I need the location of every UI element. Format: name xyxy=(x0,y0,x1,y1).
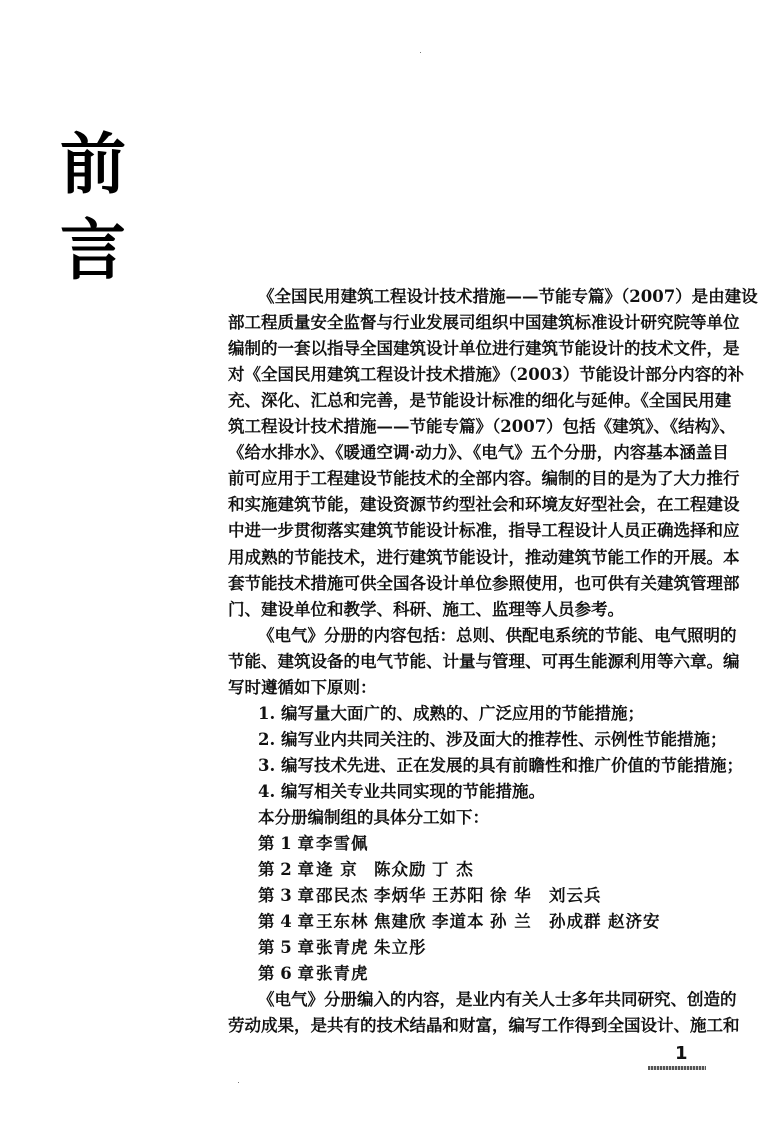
chapter-label: 第 1 章 xyxy=(258,834,314,854)
principle-item: 3. 编写技术先进、正在发展的具有前瞻性和推广价值的节能措施； xyxy=(258,755,743,775)
scan-strip xyxy=(648,1066,706,1070)
author-name: 王苏阳 xyxy=(432,886,485,906)
author-name: 邵民杰 xyxy=(316,886,369,906)
paragraph-line: 前可应用于工程建设节能技术的全部内容。编制的目的是为了大力推行 xyxy=(228,469,740,489)
author-name: 徐 华 xyxy=(490,886,532,906)
heading-char-1: 前 xyxy=(60,126,126,203)
author-name: 丁 杰 xyxy=(432,860,474,880)
paragraph-line: 劳动成果，是共有的技术结晶和财富，编写工作得到全国设计、施工和 xyxy=(228,1016,740,1036)
paragraph-line: 门、建设单位和教学、科研、施工、监理等人员参考。 xyxy=(228,599,624,619)
paragraph-line: 对《全国民用建筑工程设计技术措施》（2003）节能设计部分内容的补 xyxy=(228,365,745,385)
author-name: 张青虎 xyxy=(316,964,369,984)
paragraph-line: 节能、建筑设备的电气节能、计量与管理、可再生能源利用等六章。编 xyxy=(228,651,740,671)
paragraph-line: 《全国民用建筑工程设计技术措施——节能专篇》（2007）是由建设 xyxy=(258,287,758,306)
scan-speck xyxy=(420,52,421,53)
paragraph-line: 部工程质量安全监督与行业发展司组织中国建筑标准设计研究院等单位 xyxy=(228,313,740,333)
author-name: 孙 兰 xyxy=(490,912,532,932)
page-number: 1 xyxy=(675,1043,688,1064)
author-name: 李道本 xyxy=(432,912,485,932)
paragraph-line: 《给水排水》、《暖通空调·动力》、《电气》五个分册，内容基本涵盖目 xyxy=(228,443,729,463)
author-name: 朱立彤 xyxy=(374,938,427,958)
division-intro: 本分册编制组的具体分工如下： xyxy=(258,808,489,827)
paragraph-line: 和实施建筑节能，建设资源节约型社会和环境友好型社会，在工程建设 xyxy=(228,495,740,515)
chapter-label: 第 4 章 xyxy=(258,912,314,932)
author-name: 赵济安 xyxy=(608,912,661,932)
paragraph-line: 《电气》分册的内容包括：总则、供配电系统的节能、电气照明的 xyxy=(258,625,737,645)
chapter-label: 第 5 章 xyxy=(258,938,314,958)
author-name: 李炳华 xyxy=(374,886,427,906)
paragraph-line: 充、深化、汇总和完善，是节能设计标准的细化与延伸。《全国民用建 xyxy=(228,391,732,411)
author-name: 逄 京 xyxy=(316,860,358,880)
author-name: 张青虎 xyxy=(316,938,369,958)
scan-speck xyxy=(238,1082,239,1083)
heading-char-2: 言 xyxy=(60,212,126,289)
author-name: 王东林 xyxy=(316,912,369,932)
paragraph-line: 《电气》分册编入的内容，是业内有关人士多年共同研究、创造的 xyxy=(258,990,737,1010)
paragraph-line: 用成熟的节能技术，进行建筑节能设计，推动建筑节能工作的开展。本 xyxy=(228,547,740,567)
author-name: 陈众励 xyxy=(374,860,427,880)
paragraph-line: 筑工程设计技术措施——节能专篇》（2007）包括《建筑》、《结构》、 xyxy=(228,417,736,437)
principle-item: 4. 编写相关专业共同实现的节能措施。 xyxy=(258,781,545,801)
paragraph-line: 编制的一套以指导全国建筑设计单位进行建筑节能设计的技术文件，是 xyxy=(228,339,740,359)
chapter-label: 第 3 章 xyxy=(258,886,314,906)
author-name: 刘云兵 xyxy=(549,886,602,906)
paragraph-line: 套节能技术措施可供全国各设计单位参照使用，也可供有关建筑管理部 xyxy=(228,573,740,593)
paragraph-line: 写时遵循如下原则： xyxy=(228,677,377,697)
principle-item: 2. 编写业内共同关注的、涉及面大的推荐性、示例性节能措施； xyxy=(258,729,727,749)
paragraph-line: 中进一步贯彻落实建筑节能设计标准，指导工程设计人员正确选择和应 xyxy=(228,521,740,541)
chapter-label: 第 2 章 xyxy=(258,860,314,880)
chapter-label: 第 6 章 xyxy=(258,964,314,984)
author-name: 焦建欣 xyxy=(374,912,427,932)
author-name: 孙成群 xyxy=(549,912,602,932)
author-name: 李雪佩 xyxy=(316,834,369,854)
principle-item: 1. 编写量大面广的、成熟的、广泛应用的节能措施； xyxy=(258,703,644,723)
